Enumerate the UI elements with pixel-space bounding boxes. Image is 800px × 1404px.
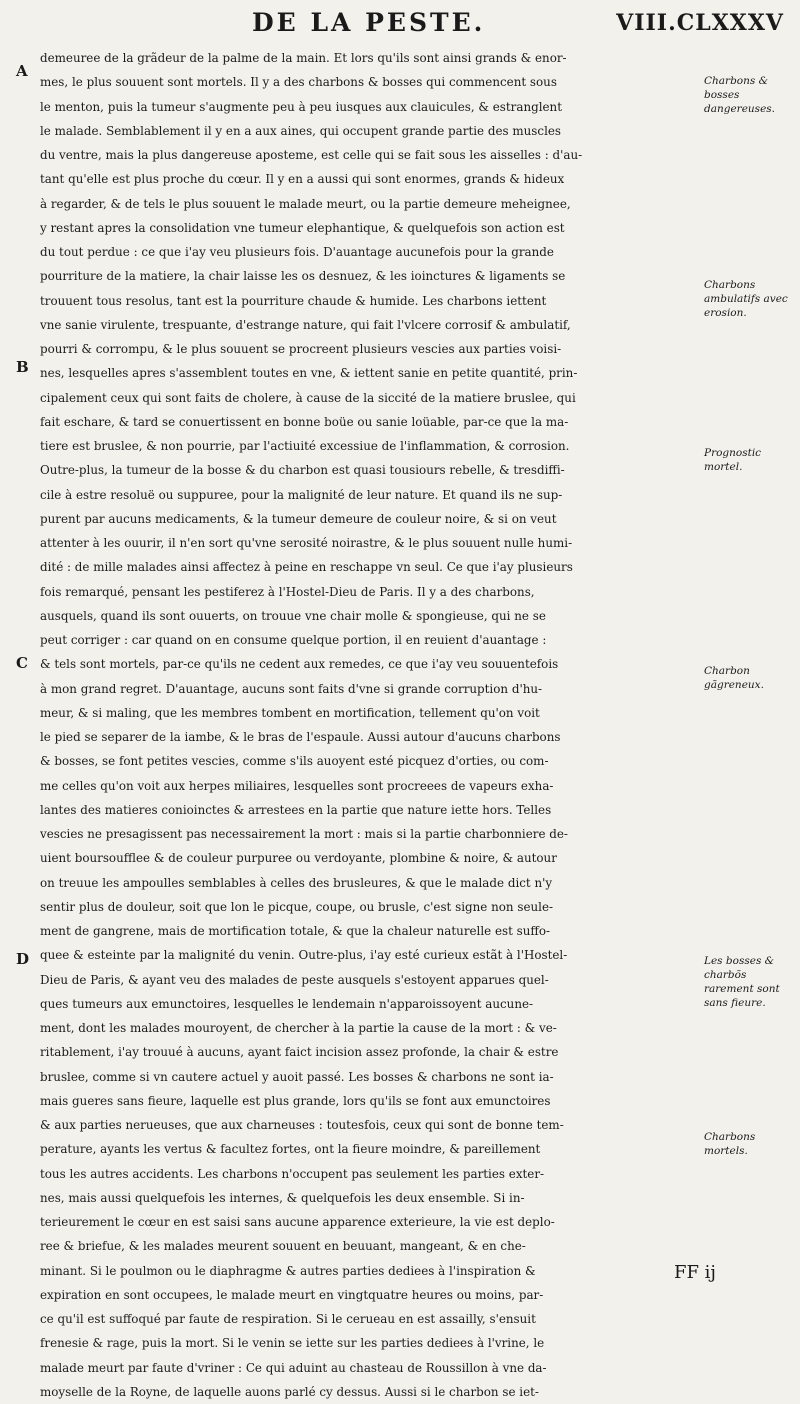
page-header [0,8,800,42]
text-line: moyselle de la Royne, de laquelle auons parlé cy dessus. Aussi si le charbon se iet- [40,1384,539,1399]
catchword-signature: FF ij [673,1262,716,1283]
text-line: minant. Si le poulmon ou le diaphragme & autres parties dediees à l'inspiration & [40,1263,536,1278]
text-line: le menton, puis la tumeur s'augmente peu à peu iusques aux clauicules, & estranglent [40,99,562,114]
text-line: pourri & corrompu, & le plus souuent se procreent plusieurs vescies aux parties voisi- [40,342,562,356]
text-line: vescies ne presagissent pas necessairement la mort : mais si la partie charbonniere de- [40,827,568,841]
text-line: cipalement ceux qui sont faits de cholere, à cause de la siccité de la matiere bruslee, qui [40,390,576,405]
text-line: attenter à les ouurir, il n'en sort qu'vne serosité noirastre, & le plus souuent nulle humi- [40,536,573,550]
text-line: malade meurt par faute d'vriner : Ce qui aduint au chasteau de Roussillon à vne da- [40,1360,547,1375]
section-letter-a: A [16,62,28,80]
text-line: cile à estre resoluë ou suppuree, pour la malignité de leur nature. Et quand ils ne sup- [40,487,563,502]
text-line: Outre-plus, la tumeur de la bosse & du charbon est quasi tousiours rebelle, & tresdiffi- [40,463,565,478]
text-line: ment de gangrene, mais de mortification totale, & que la chaleur naturelle est suffo- [40,924,551,938]
text-line: meur, & si maling, que les membres tombent en mortification, tellement qu'on voit [40,705,540,720]
text-line: uient boursoufflee & de couleur purpuree ou verdoyante, plombine & noire, & autour [40,851,557,866]
text-line: fois remarqué, pensant les pestiferez à l'Hostel-Dieu de Paris. Il y a des charbons, [40,584,535,599]
text-line: pourriture de la matiere, la chair laisse les os desnuez, & les ioinctures & ligaments se [40,269,566,284]
margin-note-4: Charbon gãgreneux. [704,665,764,691]
margin-note-3: Prognostic mortel. [704,447,762,473]
margin-note-6: Charbons mortels. [704,1131,756,1157]
text-line: vne sanie virulente, trespuante, d'estrange nature, qui fait l'vlcere corrosif & ambulatif, [40,317,571,332]
text-line: & aux parties nerueuses, que aux charneuses : toutesfois, ceux qui sont de bonne tem- [40,1118,564,1132]
text-line: tiere est bruslee, & non pourrie, par l'actiuité excessiue de l'inflammation, & corrosion. [40,439,570,453]
text-line: on treuue les ampoulles semblables à celles des brusleures, & que le malade dict n'y [40,875,553,890]
margin-note-5: Les bosses & charbõs rarement sont sans fieure. [704,955,780,1009]
text-line: ree & briefue, & les malades meurent souuent en beuuant, mangeant, & en che- [40,1239,526,1254]
text-line: nes, lesquelles apres s'assemblent toutes en vne, & iettent sanie en petite quantité, prin- [40,366,578,381]
running-title: DE LA PESTE. [252,8,486,37]
text-line: bruslee, comme si vn cautere actuel y auoit passé. Les bosses & charbons ne sont ia- [40,1069,554,1084]
text-line: à regarder, & de tels le plus souuent le malade meurt, ou la partie demeure meheignee, [40,196,571,211]
text-line: tous les autres accidents. Les charbons n'occupent pas seulement les parties exter- [40,1166,545,1181]
text-line: le malade. Semblablement il y en a aux aines, qui occupent grande partie des muscles [40,123,562,138]
text-line: du tout perdue : ce que i'ay veu plusieurs fois. D'auantage aucunefois pour la grande [40,245,554,259]
section-letter-c: C [16,654,28,672]
section-letter-b: B [16,358,29,376]
text-line: mes, le plus souuent sont mortels. Il y a des charbons & bosses qui commencent sous [40,75,557,90]
text-line: du ventre, mais la plus dangereuse aposteme, est celle qui se fait sous les aisselles : d'au- [40,148,583,162]
text-line: quee & esteinte par la malignité du venin. Outre-plus, i'ay esté curieux estãt à l'Hostel- [40,948,568,963]
text-line: terieurement le cœur en est saisi sans aucune apparence exterieure, la vie est deplo- [40,1215,555,1229]
margin-note-1: Charbons & bosses dangereuses. [704,75,776,115]
text-line: fait eschare, & tard se conuertissent en bonne boüe ou sanie loüable, par-ce que la ma- [40,414,569,429]
text-line: frenesie & rage, puis la mort. Si le venin se iette sur les parties dediees à l'vrine, le [40,1336,545,1351]
text-line: peut corriger : car quand on en consume quelque portion, il en reuient d'auantage : [40,633,547,647]
text-line: me celles qu'on voit aux herpes miliaires, lesquelles sont procreees de vapeurs exha- [40,778,554,793]
text-line: trouuent tous resolus, tant est la pourriture chaude & humide. Les charbons iettent [40,293,547,308]
text-line: ritablement, i'ay trouué à aucuns, ayant faict incision assez profonde, la chair & estre [40,1045,559,1060]
text-line: tant qu'elle est plus proche du cœur. Il y en a aussi qui sont enormes, grands & hideux [40,172,565,187]
text-line: ce qu'il est suffoqué par faute de respiration. Si le cerueau en est assailly, s'ensuit [40,1312,536,1326]
text-line: purent par aucuns medicaments, & la tumeur demeure de couleur noire, & si on veut [40,511,557,526]
margin-note-2: Charbons ambulatifs avec erosion. [704,279,788,319]
section-letter-d: D [16,950,30,968]
text-line: & bosses, se font petites vescies, comme s'ils auoyent esté picquez d'orties, ou com- [40,754,549,769]
text-line: perature, ayants les vertus & facultez fortes, ont la fieure moindre, & pareillement [40,1142,541,1157]
text-line: à mon grand regret. D'auantage, aucuns sont faits d'vne si grande corruption d'hu- [40,681,543,696]
text-line: & tels sont mortels, par-ce qu'ils ne cedent aux remedes, ce que i'ay veu souuentefois [40,657,559,672]
text-line: ausquels, quand ils sont ouuerts, on trouue vne chair molle & spongieuse, qui ne se [40,608,546,623]
text-line: Dieu de Paris, & ayant veu des malades de peste ausquels s'estoyent apparues quel- [40,972,549,987]
text-line: nes, mais aussi quelquefois les internes, & quelquefois les deux ensemble. Si in- [40,1190,525,1205]
text-line: y restant apres la consolidation vne tumeur elephantique, & quelquefois son action est [40,220,565,235]
text-line: ment, dont les malades mouroyent, de chercher à la partie la cause de la mort : & ve- [40,1021,557,1035]
text-line: lantes des matieres conioinctes & arrestees en la partie que nature iette hors. Telles [40,802,552,817]
text-line: expiration en sont occupees, le malade meurt en vingtquatre heures ou moins, par- [40,1287,544,1302]
folio-number: VIII.CLXXXV [616,10,784,36]
text-line: ques tumeurs aux emunctoires, lesquelles le lendemain n'apparoissoyent aucune- [40,996,534,1011]
main-text-block [40,46,708,1404]
text-line: le pied se separer de la iambe, & le bras de l'espaule. Aussi autour d'aucuns charbons [40,730,561,744]
text-line: dité : de mille malades ainsi affectez à peine en reschappe vn seul. Ce que i'ay plusieurs [40,560,573,575]
text-line: sentir plus de douleur, soit que lon le picque, coupe, ou brusle, c'est signe non seule- [40,899,554,914]
text-line: mais gueres sans fieure, laquelle est plus grande, lors qu'ils se font aux emunctoires [40,1093,551,1108]
text-line: demeuree de la grãdeur de la palme de la main. Et lors qu'ils sont ainsi grands & enor- [40,51,567,65]
